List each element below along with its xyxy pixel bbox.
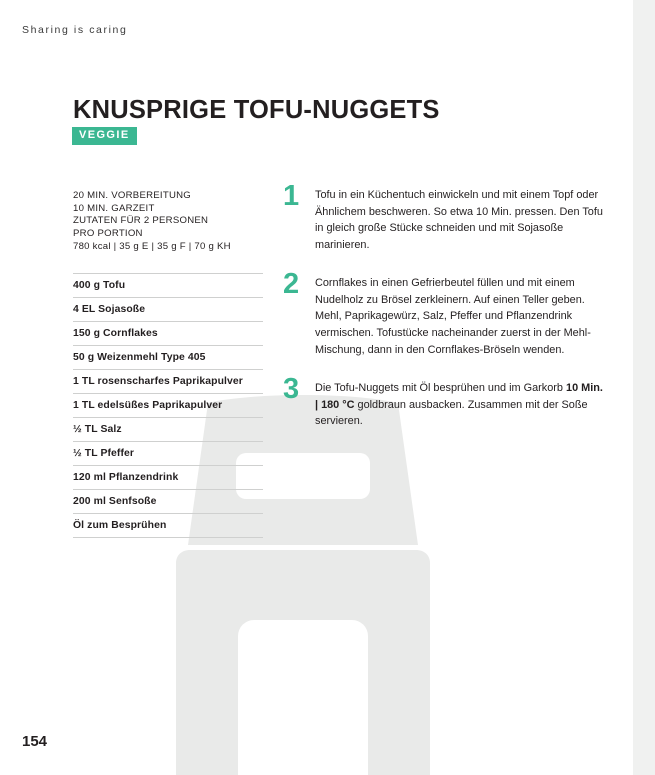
step-text-emphasis: 10 Min. | 180 °C xyxy=(315,382,603,411)
step-number: 1 xyxy=(283,180,300,212)
page-edge-strip xyxy=(633,0,655,775)
list-item: 150 g Cornflakes xyxy=(73,322,263,346)
page-number: 154 xyxy=(22,733,48,750)
list-item: 1 TL edelsüßes Paprikapulver xyxy=(73,394,263,418)
step-item xyxy=(283,375,603,430)
step-number: 3 xyxy=(283,373,300,406)
step-text: Tofu in ein Küchentuch einwickeln und mit einem Topf oder Ähnlichem beschweren. So etwa 10 Min. pressen. Den Tofu in gleich große Stücke schneiden und mit Sojasoße marinieren. xyxy=(315,189,603,251)
meta-line: ZUTATEN FÜR 2 PERSONEN xyxy=(73,215,209,227)
list-item: ½ TL Pfeffer xyxy=(73,442,263,466)
list-item: ½ TL Salz xyxy=(73,418,263,442)
list-item: 1 TL rosenscharfes Paprikapulver xyxy=(73,370,263,394)
meta-line: 20 MIN. VORBEREITUNG xyxy=(73,190,192,201)
meta-line: 780 kcal | 35 g E | 35 g F | 70 g KH xyxy=(73,240,231,252)
running-head: Sharing is caring xyxy=(22,24,128,36)
step-number: 2 xyxy=(283,268,300,301)
step-text: Cornflakes in einen Gefrierbeutel füllen und mit einem Nudelholz zu Brösel zerkleinern. Auf einen Teller geben. Mehl, Paprikagewürz, Salz, Pfeffer und Pflanzendrink vermischen. Tofustücke nacheinander zuerst in der Mehl-Mischung, dann in den Cornflakes-Bröseln wenden. xyxy=(315,277,591,356)
recipe-meta xyxy=(73,190,263,253)
step-text-before: Die Tofu-Nuggets mit Öl besprühen und im Garkorb xyxy=(315,382,567,395)
list-item: Öl zum Besprühen xyxy=(73,514,263,538)
list-item: 120 ml Pflanzendrink xyxy=(73,466,263,490)
step-text xyxy=(315,375,603,430)
meta-line: 10 MIN. GARZEIT xyxy=(73,202,155,214)
preparation-steps xyxy=(283,182,603,447)
recipe-left-column xyxy=(73,190,263,538)
step-text-after: goldbraun ausbacken. Zusammen mit der Soße servieren. xyxy=(315,398,588,428)
meta-line: PRO PORTION xyxy=(73,227,143,239)
list-item: 50 g Weizenmehl Type 405 xyxy=(73,346,263,370)
step-item xyxy=(283,182,603,253)
list-item: 400 g Tofu xyxy=(73,273,263,298)
ingredient-list xyxy=(73,273,263,538)
step-item xyxy=(283,270,603,358)
list-item: 4 EL Sojasoße xyxy=(73,298,263,322)
list-item: 200 ml Senfsoße xyxy=(73,490,263,514)
status-badge: VEGGIE xyxy=(72,127,137,145)
page-title: KNUSPRIGE TOFU-NUGGETS xyxy=(73,96,440,124)
